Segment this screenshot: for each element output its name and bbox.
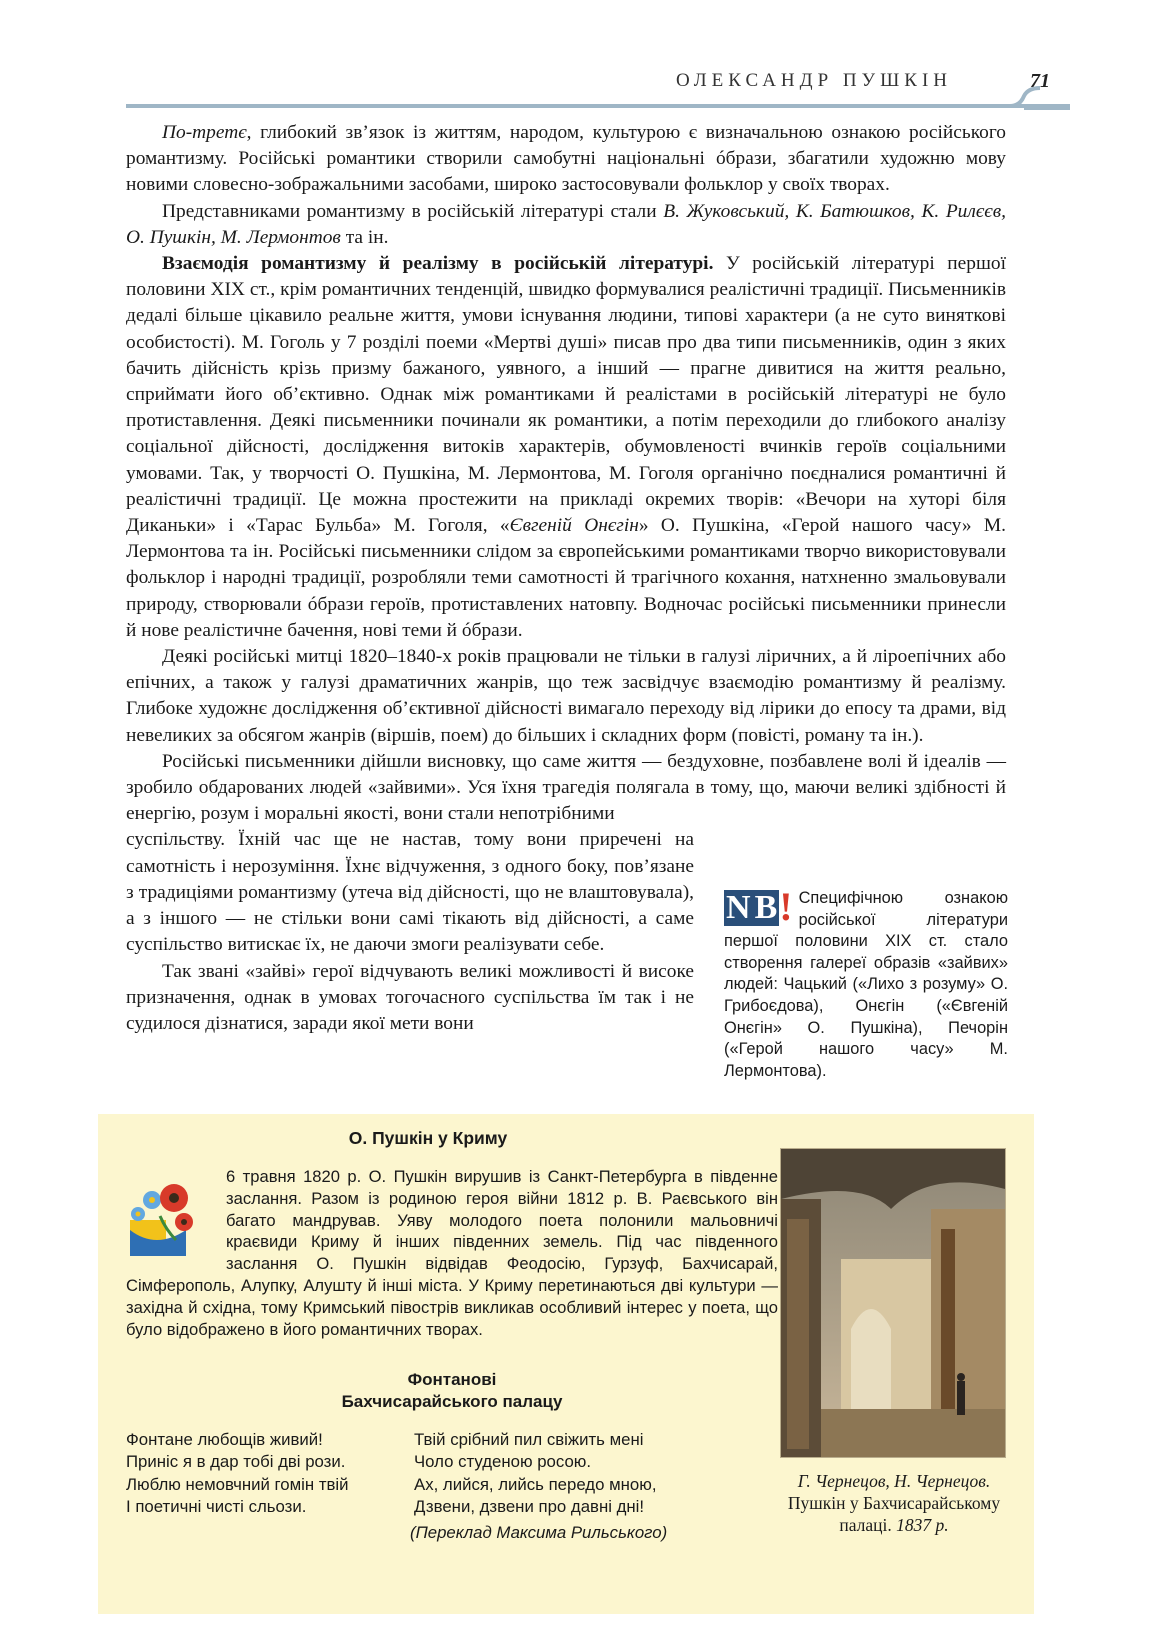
poem-title	[126, 1369, 778, 1413]
running-header-title: ОЛЕКСАНДР ПУШКІН	[676, 70, 952, 91]
box-title: О. Пушкін у Криму	[348, 1128, 508, 1148]
nb-text: Специфічною ознакою російської літератури першої половини XIX ст. стало створення галереї образів «зайвих» людей: Чацький («Лихо з розуму» О. Грибоєдова), Онєгін («Євгеній Онєгін» О. Пушкіна), Печорін («Герой нашого часу» М. Лермонтова).	[724, 889, 1008, 1080]
poem-translator: (Переклад Максима Рильського)	[410, 1523, 668, 1542]
nb-badge-n: N	[726, 889, 751, 926]
poem-line: Твій срібний пил свіжить мені	[414, 1430, 644, 1449]
nb-badge-b: B	[754, 889, 778, 926]
nb-badge-icon	[724, 884, 793, 929]
paragraph-text: Представниками романтизму в російській літературі стали	[162, 200, 664, 222]
nb-badge-exclamation: !	[779, 884, 793, 929]
poem-line: Дзвени, дзвени про давні дні!	[414, 1497, 645, 1517]
paragraph-3	[126, 251, 1006, 644]
poem-line: Ах, лийся, лийсь передо мною,	[414, 1474, 657, 1494]
emphasis: По-третє	[162, 122, 247, 143]
box-text	[126, 1166, 778, 1340]
painting-pushkin-bakhchisaray-image	[780, 1148, 1006, 1458]
paragraph-text: та ін.	[340, 226, 389, 248]
poem-title-line-1: Фонтанові	[407, 1370, 497, 1389]
poem-line: Фонтане любощів живий!	[126, 1430, 323, 1449]
box-paragraph: 6 травня 1820 р. О. Пушкін вирушив із Санкт-Петербурга в південне заслання. Разом із родиною героя війни 1812 р. В. Раєвського він багато мандрував. Уяву молодого поета полонили мальовничі краєвиди Криму й інших південних земель. Під час південного заслання О. Пушкін відвідав Феодосію, Гурзуф, Бахчисарай, Сімферополь, Алупку, Алушту й інші міста. У Криму перетинаються дві культури — західна й східна, тому Кримський півострів викликав особливий інтерес у поета, що було відображено в його романтичних творах.	[126, 1167, 778, 1339]
page-number: 71	[1030, 70, 1050, 92]
caption-title-line	[762, 1492, 1026, 1536]
paragraph-4: Деякі російські митці 1820–1840-х років працювали не тільки в галузі ліричних, а й ліроепічних або епічних, а також у галузі драматичних жанрів, що теж засвідчує взаємодію романтизму й реалізму. Глибоке художнє дослідження об’єктивної дійсності вимагало переходу від лірики до епосу та драми, від невеликих за обсягом жанрів (віршів, поем) до більших і складних форм (повісті, роману та ін.).	[126, 646, 1006, 746]
poem-line: Чоло студеною росою.	[414, 1452, 592, 1472]
paragraph-5-continued: суспільству. Їхній час ще не настав, тому вони приречені на самотність і нерозуміння. Їхнє відчуження, з одного боку, пов’язане з традиціями романтизму (утеча від дійсності, що не влаштовувала), а з іншого — не стільки вони самі тікають від дійсності, а саме суспільство витискає їх, не даючи змоги реалізувати себе.	[126, 829, 694, 956]
caption-authors: Г. Чернецов, Н. Чернецов.	[797, 1471, 991, 1491]
header-rule	[126, 104, 1026, 108]
poem-stanza-right	[414, 1429, 656, 1519]
narrow-column	[126, 827, 694, 1037]
section-heading: Взаємодія романтизму й реалізму в російській літературі.	[162, 253, 714, 275]
emphasis: В. Жуковський, К. Батюшков, К. Рилєєв, О. Пушкін, М. Лермонтов	[126, 200, 1006, 248]
crimea-info-box	[98, 1114, 1034, 1614]
poem-line: І поетичні чисті сльози.	[126, 1497, 307, 1517]
paragraph-text: У російській літературі першої половини XIX ст., крім романтичних тенденцій, швидко формувалися реалістичні традиції. Письменників дедалі більше цікавило реальне життя, умови існування людини, типові характери (а не суто виняткові особистості). М. Гоголь у 7 розділі поеми «Мертві душі» писав про два типи письменників, один з яких бачить дійсність крізь призму бажаного, уявного, а інший — прагне дивитися на життя реально, сприймати його об’єктивно. Однак між романтиками й реалістами в російській літературі не було протиставлення. Деякі письменники починали як романтики, а потім переходили до глибокого аналізу соціальної дійсності, дослідження витоків характерів, обумовленості вчинків героїв соціальними умовами. Так, у творчості О. Пушкіна, М. Лермонтова, М. Гоголя органічно поєдналися романтичні й реалістичні традиції. Це можна простежити на прикладі окремих творів: «Вечори на хуторі біля Диканьки» і «Тарас Бульба» М. Гоголя, «	[126, 253, 1006, 537]
caption-title: Пушкін у Бахчисарайському палаці.	[787, 1493, 1001, 1535]
emphasis: Євгеній Онєгін	[509, 515, 639, 537]
poem-stanza-left	[126, 1429, 349, 1519]
paragraph-6: Так звані «зайві» герої відчувають великі можливості й високе призначення, однак в умовах тогочасного суспільства їм так і не судилося дізнатися, заради якої мети вони	[126, 960, 694, 1034]
paragraph-text: » О. Пушкіна, «Герой нашого часу» М. Лермонтова та ін. Російські письменники слідом за європейськими романтиками творчо використовували фольклор і народні традиції, розробляли теми самотності й трагічного кохання, натхненно змальовували природу, створювали óбрази героїв, протиставлених натовпу. Водночас російські письменники принесли й нове реалістичне бачення, нові теми й óбрази.	[126, 515, 1006, 641]
paragraph-text: , глибокий зв’язок із життям, народом, культурою є визначальною ознакою російського романтизму. Російські романтики створили самобутні національні óбрази, збагатили художню мову новими словесно-зображальними засобами, широко застосовували фольклор у своїх творах.	[126, 122, 1006, 196]
paragraph-5: Російські письменники дійшли висновку, що саме життя — бездуховне, позбавлене волі й ідеалів — зробило обдарованих людей «зайвими». Уся їхня трагедія полягала в тому, що, маючи великі здібності й енергію, розум і моральні якості, вони стали непотрібними	[126, 750, 1006, 825]
poem-line: Люблю немовчний гомін твій	[126, 1474, 349, 1494]
flowers-map-icon	[126, 1170, 212, 1256]
paragraph-2	[126, 199, 1006, 251]
nb-note	[724, 884, 1008, 1082]
header-curve-decoration	[1010, 86, 1070, 116]
poem-line: Приніс я в дар тобі дві рози.	[126, 1452, 346, 1472]
caption-year: 1837 р.	[896, 1515, 949, 1535]
paragraph-1	[126, 120, 1006, 199]
painting-caption	[762, 1470, 1026, 1536]
poem-title-line-2: Бахчисарайського палацу	[341, 1392, 563, 1411]
